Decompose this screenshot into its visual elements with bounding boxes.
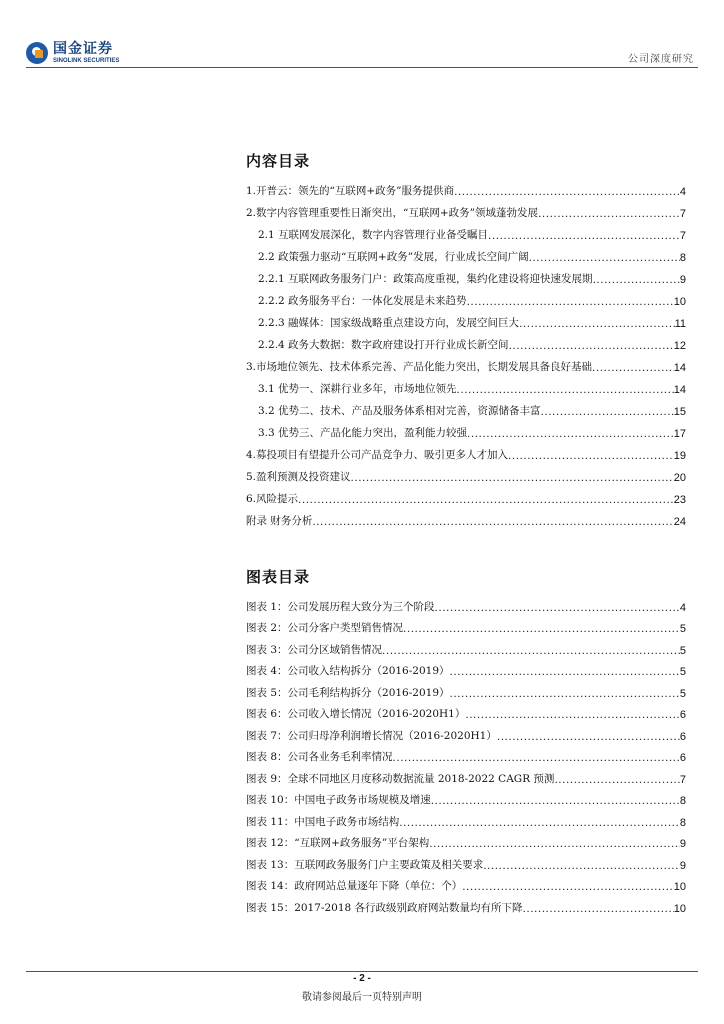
figure-entry[interactable]	[246, 678, 686, 700]
contents-entry-page: 8	[679, 252, 686, 264]
contents-entry[interactable]	[246, 220, 686, 242]
contents-entry[interactable]	[246, 462, 686, 484]
page-header	[0, 0, 724, 70]
dot-leader	[312, 516, 673, 528]
figure-entry-title: 图表 13：互联网政务服务门户主要政策及相关要求	[246, 858, 484, 871]
logo-name-cn: 国金证券	[53, 41, 113, 57]
figure-entry-title: 图表 7：公司归母净利润增长情况（2016-2020H1）	[246, 729, 497, 742]
dot-leader	[488, 230, 680, 242]
contents-entry[interactable]	[246, 308, 686, 330]
figure-entry-title: 图表 5：公司毛利结构拆分（2016-2019）	[246, 686, 450, 699]
dot-leader	[508, 450, 674, 462]
contents-entry[interactable]	[246, 506, 686, 528]
figure-entry-page: 5	[679, 623, 686, 635]
dot-leader	[529, 252, 680, 264]
dot-leader	[435, 602, 680, 614]
figure-entry[interactable]	[246, 764, 686, 786]
contents-entry-title: 5.盈利预测及投资建议	[246, 471, 351, 483]
contents-entry[interactable]	[246, 286, 686, 308]
dot-leader	[541, 406, 674, 418]
contents-entry-title: 2.2.2 政务服务平台：一体化发展是未来趋势	[258, 295, 467, 307]
figures-list	[246, 592, 686, 915]
contents-entry-page: 9	[679, 274, 686, 286]
contents-entry[interactable]	[246, 330, 686, 352]
dot-leader	[592, 362, 674, 374]
contents-entry[interactable]	[246, 374, 686, 396]
contents-entry-title: 2.2.4 政务大数据：数字政府建设打开行业成长新空间	[258, 339, 509, 351]
logo-icon	[26, 42, 48, 64]
footer-divider	[26, 971, 698, 972]
contents-entry-page: 24	[673, 516, 686, 528]
figure-entry-title: 图表 11：中国电子政务市场结构	[246, 815, 400, 828]
contents-entry-title: 3.1 优势一、深耕行业多年，市场地位领先	[258, 383, 457, 395]
contents-list	[246, 176, 686, 528]
contents-entry[interactable]	[246, 484, 686, 506]
figure-entry-page: 7	[679, 773, 686, 786]
contents-entry[interactable]	[246, 440, 686, 462]
contents-entry-title: 2.2 政策强力驱动“互联网+政务”发展，行业成长空间广阔	[258, 251, 529, 263]
figure-entry[interactable]	[246, 614, 686, 636]
contents-entry-page: 7	[679, 208, 686, 220]
contents-entry-title: 2.数字内容管理重要性日渐突出，“互联网+政务”领域蓬勃发展	[246, 207, 539, 219]
figure-entry[interactable]	[246, 657, 686, 679]
dot-leader	[519, 318, 675, 330]
dot-leader	[467, 428, 674, 440]
figure-entry[interactable]	[246, 850, 686, 872]
figure-entry[interactable]	[246, 743, 686, 765]
figure-entry-page: 5	[679, 687, 686, 700]
dot-leader	[457, 384, 674, 396]
dot-leader	[393, 752, 680, 764]
figure-entry-page: 8	[679, 795, 686, 807]
dot-leader	[523, 903, 674, 915]
figure-entry-title: 图表 9：全球不同地区月度移动数据流量 2018-2022 CAGR 预测	[246, 772, 555, 785]
figure-entry[interactable]	[246, 829, 686, 851]
contents-entry[interactable]	[246, 264, 686, 286]
contents-entry[interactable]	[246, 418, 686, 440]
contents-entry-page: 11	[674, 318, 686, 330]
contents-entry-title: 3.2 优势二、技术、产品及服务体系相对完善，资源储备丰富	[258, 405, 541, 417]
disclaimer: 敬请参阅最后一页特别声明	[302, 992, 422, 1003]
contents-entry[interactable]	[246, 396, 686, 418]
figure-entry-title: 图表 6：公司收入增长情况（2016-2020H1）	[246, 708, 466, 720]
contents-entry-title: 1.开普云：领先的“互联网+政务”服务提供商	[246, 185, 455, 197]
figure-entry-title: 图表 8：公司各业务毛利率情况	[246, 751, 393, 763]
contents-entry-page: 17	[673, 428, 686, 440]
figure-entry-page: 5	[679, 644, 686, 657]
dot-leader	[403, 623, 680, 635]
contents-entry-page: 10	[673, 296, 686, 308]
contents-entry-page: 15	[673, 406, 686, 418]
figure-entry-page: 4	[679, 601, 686, 614]
figure-entry-page: 6	[679, 752, 686, 764]
contents-entry-title: 附录 财务分析	[246, 515, 313, 527]
report-type: 公司深度研究	[628, 54, 694, 65]
dot-leader	[431, 795, 680, 807]
figure-entry[interactable]	[246, 721, 686, 743]
contents-entry-page: 14	[673, 384, 686, 396]
dot-leader	[593, 274, 680, 286]
figure-entry-page: 10	[673, 881, 686, 893]
contents-entry[interactable]	[246, 352, 686, 374]
figure-entry-page: 5	[679, 666, 686, 678]
contents-entry-title: 6.风险提示	[246, 493, 299, 505]
dot-leader	[450, 688, 680, 700]
contents-entry[interactable]	[246, 198, 686, 220]
contents-entry-title: 3.3 优势三、产品化能力突出，盈利能力较强	[258, 427, 468, 439]
dot-leader	[351, 472, 674, 484]
contents-title: 内容目录	[246, 152, 311, 170]
figure-entry-title: 图表 3：公司分区域销售情况	[246, 643, 383, 656]
figures-title: 图表目录	[246, 568, 311, 586]
figure-entry-page: 9	[679, 859, 686, 872]
contents-entry-title: 4.募投项目有望提升公司产品竞争力、吸引更多人才加入	[246, 449, 509, 461]
figure-entry-title: 图表 2：公司分客户类型销售情况	[246, 622, 404, 634]
figure-entry-title: 图表 15：2017-2018 各行政级别政府网站数量均有所下降	[246, 901, 523, 914]
figure-entry[interactable]	[246, 807, 686, 829]
figure-entry-page: 8	[679, 816, 686, 829]
contents-entry-title: 3.市场地位领先、技术体系完善、产品化能力突出，长期发展具备良好基础	[246, 361, 593, 373]
logo-name-en: SINOLINK SECURITIES	[53, 58, 120, 64]
dot-leader	[429, 838, 680, 850]
header-divider	[26, 67, 698, 68]
dot-leader	[509, 340, 674, 352]
dot-leader	[450, 666, 680, 678]
contents-entry[interactable]	[246, 242, 686, 264]
figure-entry-title: 图表 4：公司收入结构拆分（2016-2019）	[246, 665, 450, 677]
figure-entry[interactable]	[246, 635, 686, 657]
dot-leader	[454, 186, 680, 198]
figure-entry-title: 图表 14：政府网站总量逐年下降（单位：个）	[246, 880, 463, 892]
contents-entry-title: 2.2.1 互联网政务服务门户：政策高度重视，集约化建设将迎快速发展期	[258, 273, 593, 285]
figure-entry-page: 6	[679, 730, 686, 743]
figure-entry[interactable]	[246, 592, 686, 614]
figure-entry[interactable]	[246, 893, 686, 915]
figure-entry-title: 图表 12：“互联网+政务服务”平台架构	[246, 837, 430, 849]
contents-entry[interactable]	[246, 176, 686, 198]
figure-entry-title: 图表 10：中国电子政务市场规模及增速	[246, 794, 431, 806]
page-number: - 2 -	[353, 973, 371, 984]
figure-entry[interactable]	[246, 700, 686, 722]
dot-leader	[382, 645, 680, 657]
contents-entry-page: 7	[679, 230, 686, 242]
figure-entry-title: 图表 1：公司发展历程大致分为三个阶段	[246, 600, 435, 613]
dot-leader	[465, 709, 680, 721]
figure-entry-page: 10	[673, 902, 686, 915]
dot-leader	[554, 774, 679, 786]
dot-leader	[483, 860, 680, 872]
figure-entry-page: 6	[679, 709, 686, 721]
dot-leader	[497, 731, 680, 743]
contents-entry-page: 12	[673, 340, 686, 352]
dot-leader	[298, 494, 674, 506]
figure-entry[interactable]	[246, 786, 686, 808]
dot-leader	[399, 817, 680, 829]
contents-entry-title: 2.1 互联网发展深化，数字内容管理行业备受瞩目	[258, 229, 489, 241]
contents-entry-page: 20	[673, 472, 686, 484]
contents-entry-page: 4	[679, 186, 686, 198]
contents-entry-page: 14	[673, 362, 686, 374]
dot-leader	[467, 296, 674, 308]
dot-leader	[538, 208, 680, 220]
company-logo	[26, 42, 119, 64]
figure-entry-page: 9	[679, 838, 686, 850]
contents-entry-page: 19	[673, 450, 686, 462]
contents-entry-title: 2.2.3 融媒体：国家级战略重点建设方向，发展空间巨大	[258, 317, 520, 329]
figure-entry[interactable]	[246, 872, 686, 894]
dot-leader	[462, 881, 674, 893]
contents-entry-page: 23	[673, 494, 686, 506]
